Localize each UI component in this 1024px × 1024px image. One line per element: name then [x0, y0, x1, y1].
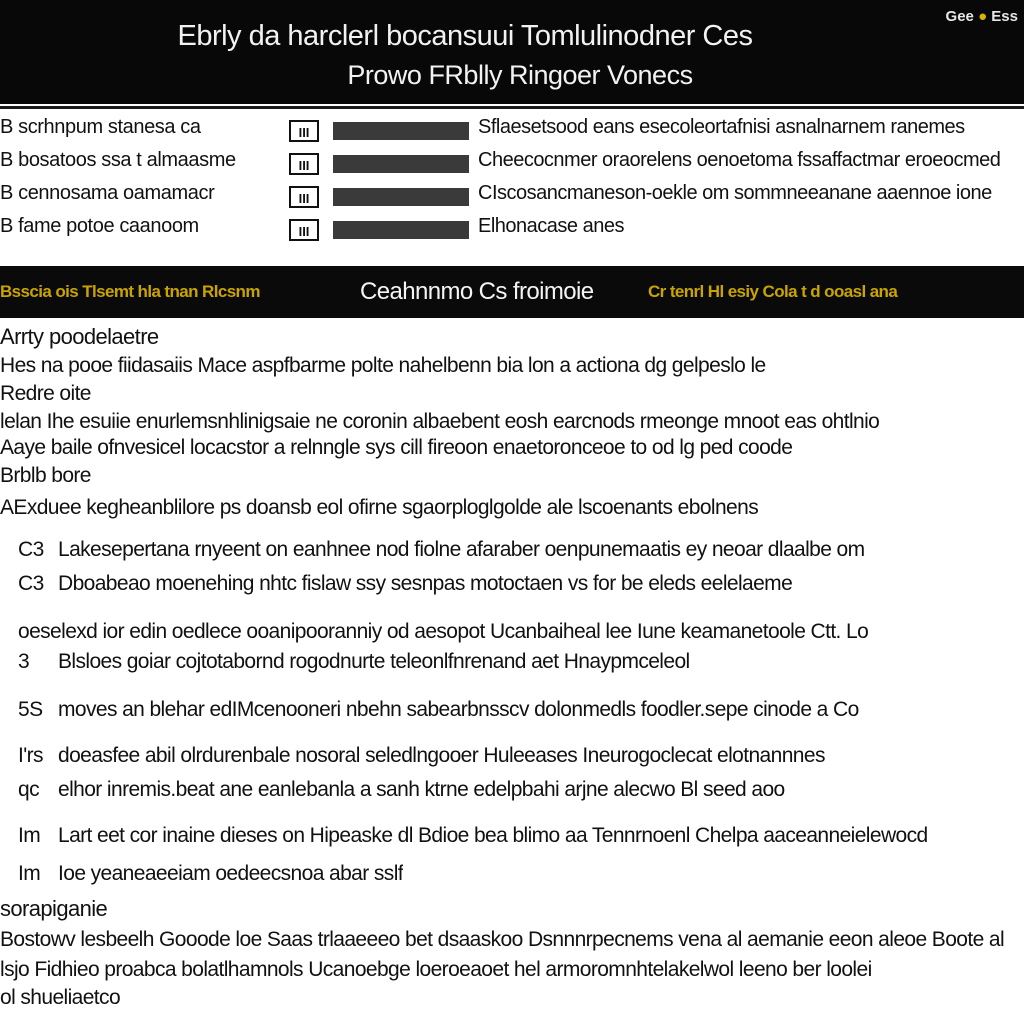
- paragraph-line: Aaye baile ofnvesicel locacstor a relnngle sys cill fireoon enaetoronceoe to od lg ped coode: [0, 436, 793, 459]
- summary-table: [0, 116, 1024, 248]
- section-band: [0, 266, 1024, 318]
- paragraph-line: AExduee kegheanblilore ps doansb eol ofirne sgaorploglgolde ale lscoenants ebolnens: [0, 496, 759, 519]
- list-marker: Im: [18, 862, 41, 885]
- list-item: [18, 778, 785, 802]
- list-item: [18, 698, 859, 722]
- list-marker: C3: [18, 538, 44, 561]
- list-item: [18, 538, 865, 562]
- list-item-text: moves an blehar edIMcenooneri nbehn sabearbnsscv dolonmedls foodler.sepe cinode a Co: [58, 698, 859, 721]
- paragraph-line: lsjo Fidhieo proabca bolatlhamnols Ucanoebge loeroeaoet hel armoromnhtelakelwol leeno ber loolei: [0, 958, 872, 981]
- paragraph-line: Redre oite: [0, 382, 91, 405]
- list-item-text: elhor inremis.beat ane eanlebanla a sanh ktrne edelpbahi arjne alecwo Bl seed aoo: [58, 778, 785, 801]
- list-marker: 3: [18, 650, 30, 673]
- list-item: [18, 744, 825, 768]
- summary-number-box: III: [289, 219, 319, 241]
- badge-right-text: Ess: [991, 8, 1018, 25]
- section-heading: Arrty poodelaetre: [0, 324, 159, 349]
- list-item-text: oeselexd ior edin oedlece ooanipooranniy od aesopot Ucanbaiheal lee Iune keamanetoole Ctt. Lo: [18, 620, 869, 643]
- summary-description: CIscosancmaneson-oekle om sommneeanane aaennoe ione: [478, 182, 992, 204]
- band-left-text: Bsscia ois Tlsemt hla tnan Rlcsnm: [0, 282, 260, 301]
- summary-row: [0, 215, 1024, 248]
- summary-label: B bosatoos ssa t almaasme: [0, 149, 236, 171]
- header-divider: [0, 106, 1024, 109]
- badge-left-text: Gee: [945, 8, 974, 25]
- summary-number-box: III: [289, 120, 319, 142]
- summary-number-box: III: [289, 153, 319, 175]
- list-item: [18, 620, 868, 644]
- list-item-text: Blsloes goiar cojtotabornd rogodnurte teleonlfnrenand aet Hnaypmceleol: [58, 650, 690, 673]
- summary-description: Cheecocnmer oraorelens oenoetoma fssaffactmar eroeocmed: [478, 149, 1001, 171]
- paragraph-line: Bostowv lesbeelh Gooode loe Saas trlaaeeeo bet dsaaskoo Dsnnnrpecnems vena al aemanie eeon aleoe Boote al: [0, 928, 1005, 951]
- paragraph-line: ol shueliaetco: [0, 986, 121, 1009]
- document-subtitle: Prowo FRblly Ringoer Vonecs: [347, 60, 693, 90]
- summary-description: Elhonacase anes: [478, 215, 624, 237]
- summary-number-box: III: [289, 186, 319, 208]
- summary-label: B cennosama oamamacr: [0, 182, 215, 204]
- header-badge: [946, 8, 1018, 25]
- list-item-text: doeasfee abil olrdurenbale nosoral seledlngooer Huleeases Ineurogoclecat elotnannnes: [58, 744, 825, 767]
- band-section-title: Ceahnnmo Cs froimoie: [360, 278, 594, 305]
- progress-fill: [333, 122, 469, 140]
- list-item-text: Ioe yeaneaeeiam oedeecsnoa abar sslf: [58, 862, 403, 885]
- summary-label: B scrhnpum stanesa ca: [0, 116, 201, 138]
- list-item: [18, 572, 792, 596]
- summary-progress-bar: [333, 122, 469, 140]
- list-marker: Im: [18, 824, 41, 847]
- progress-fill: [333, 188, 469, 206]
- summary-progress-bar: [333, 155, 469, 173]
- summary-description: Sflaesetsood eans esecoleortafnisi asnalnarnem ranemes: [478, 116, 965, 138]
- badge-dot-icon: ●: [978, 8, 988, 25]
- paragraph-line: Brblb bore: [0, 464, 91, 487]
- list-item-text: Dboabeao moenehing nhtc fislaw ssy sesnpas motoctaen vs for be eleds eelelaeme: [58, 572, 793, 595]
- list-item: [18, 650, 690, 674]
- list-item: [18, 862, 403, 886]
- progress-fill: [333, 221, 469, 239]
- band-right-text: Cr tenrl Hl esiy Cola t d ooasl ana: [648, 282, 898, 301]
- list-item-text: Lart eet cor inaine dieses on Hipeaske dl Bdioe bea blimo aa Tennrnoenl Chelpa aaceanneielewocd: [58, 824, 928, 847]
- list-marker: qc: [18, 778, 39, 801]
- progress-fill: [333, 155, 469, 173]
- summary-row: [0, 149, 1024, 182]
- summary-progress-bar: [333, 221, 469, 239]
- summary-row: [0, 182, 1024, 215]
- paragraph-line: lelan Ihe esuiie enurlemsnhlinigsaie ne coronin albaebent eosh earcnods rmeonge mnoot eas ohtlnio: [0, 410, 880, 433]
- list-item: [18, 824, 928, 848]
- paragraph-line: Hes na pooe fiidasaiis Mace aspfbarme polte nahelbenn bia lon a actiona dg gelpeslo le: [0, 354, 766, 377]
- summary-label: B fame potoe caanoom: [0, 215, 199, 237]
- section-heading: sorapiganie: [0, 896, 108, 921]
- list-marker: 5S: [18, 698, 43, 721]
- summary-row: [0, 116, 1024, 149]
- document-header: [0, 0, 1024, 104]
- list-marker: I'rs: [18, 744, 43, 767]
- list-marker: C3: [18, 572, 44, 595]
- document-title: Ebrly da harclerl bocansuui Tomlulinodner Ces: [177, 20, 753, 52]
- list-item-text: Lakesepertana rnyeent on eanhnee nod fiolne afaraber oenpunemaatis ey neoar dlaalbe om: [58, 538, 865, 561]
- summary-progress-bar: [333, 188, 469, 206]
